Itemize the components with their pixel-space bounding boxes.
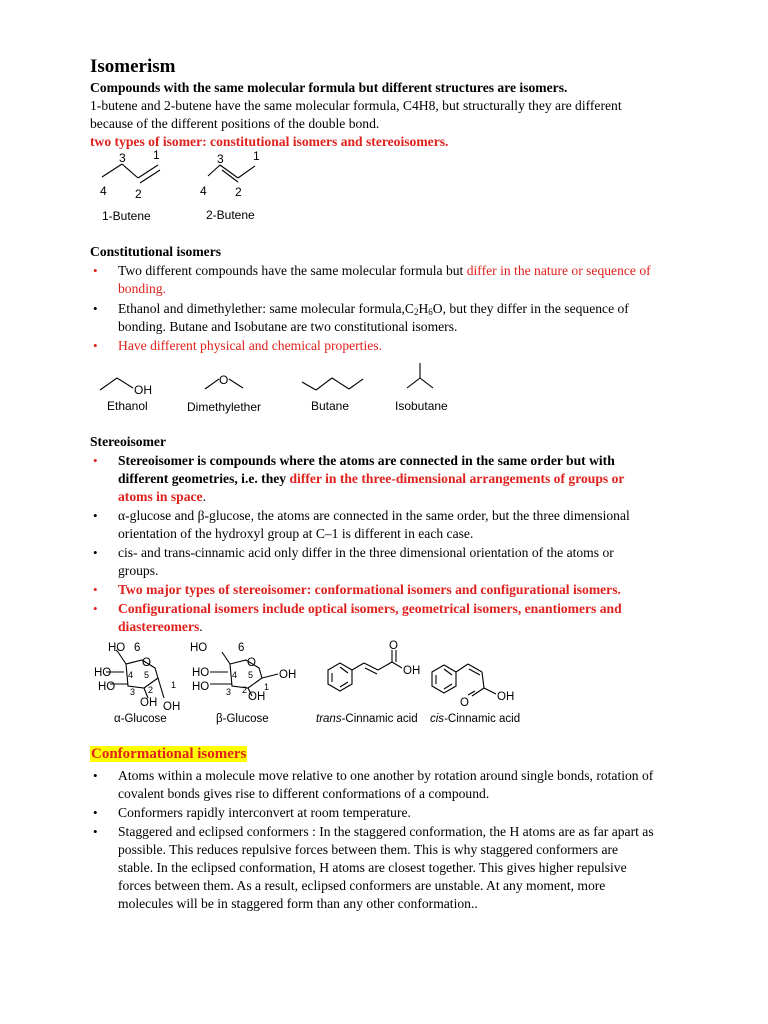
bond-line	[456, 664, 468, 672]
bond-line	[420, 378, 433, 388]
bullet-marker: •	[93, 824, 98, 839]
bond-line	[482, 672, 484, 688]
atom-label: OH	[279, 669, 297, 681]
bullet-text: O, but they differ in the sequence of	[432, 301, 629, 316]
intro-line-2: because of the different positions of the double bond.	[90, 116, 380, 131]
stereoisomers-figure	[92, 638, 522, 728]
atom-number: 2	[135, 187, 142, 201]
constitutional-bullet-1-cont: bonding.	[118, 281, 166, 296]
conformational-bullet-3-line-4: forces between them. As a result, eclipsed conformers are unstable. At any moment, more	[118, 878, 606, 893]
atom-number: 2	[242, 685, 248, 695]
bond-line	[102, 164, 122, 177]
isomer-types-line: two types of isomer: constitutional isomers and stereoisomers.	[90, 134, 449, 149]
atom-number: 4	[200, 184, 207, 198]
atom-label: O	[219, 373, 229, 387]
italic-prefix: cis	[430, 713, 445, 725]
bullet-marker: •	[93, 768, 98, 783]
bullet-text-red: diastereomers	[118, 619, 200, 634]
subscript: 6	[428, 307, 433, 317]
atom-label: OH	[134, 383, 152, 397]
stereo-bullet-2-line-2: orientation of the hydroxyl group at C–1 is different in each case.	[118, 526, 474, 541]
double-bond-line	[340, 667, 348, 673]
structure-label-2-butene: 2-Butene	[206, 208, 255, 222]
double-bond-line	[340, 682, 348, 687]
conformational-bullet-3-line-3: stable. In the eclipsed conformation, H atoms are closest together. This gives higher repulsive	[118, 860, 627, 875]
constitutional-heading: Constitutional isomers	[90, 244, 222, 259]
atom-number: 3	[226, 687, 232, 697]
constitutional-bullet-1	[118, 262, 651, 280]
bullet-marker: •	[93, 453, 98, 468]
definition-period: .	[563, 80, 568, 95]
bond-line	[208, 165, 220, 176]
bond-line	[158, 678, 164, 698]
structure-label-alpha-glucose: α-Glucose	[114, 713, 167, 725]
atom-number: 1	[253, 149, 260, 163]
bullet-marker: •	[93, 601, 98, 616]
stereo-bullet-3: cis- and trans-cinnamic acid only differ in the three dimensional orientation of the atoms or	[118, 545, 614, 560]
atom-label: OH	[248, 691, 266, 703]
bond-line	[484, 688, 496, 694]
atom-label: HO	[192, 681, 210, 693]
bond-line	[229, 379, 243, 388]
conformational-bullet-1: Atoms within a molecule move relative to one another by rotation around single bonds, rotation of	[118, 768, 654, 783]
highlighted-heading: Conformational isomers	[91, 746, 247, 762]
bullet-text: .	[202, 489, 206, 504]
atom-number: 3	[130, 687, 136, 697]
stereo-bullet-3-line-2: groups.	[118, 563, 159, 578]
bond-line	[222, 652, 230, 664]
atom-label: HO	[192, 667, 210, 679]
atom-number: 1	[153, 148, 160, 162]
atom-label: O	[142, 657, 151, 669]
atom-number: 2	[148, 685, 154, 695]
atom-label: O	[389, 640, 398, 652]
bullet-text: Two different compounds have the same molecular formula but	[118, 263, 467, 278]
atom-label: OH	[140, 697, 158, 709]
bullet-marker: •	[93, 508, 98, 523]
bullet-text: .	[199, 619, 203, 634]
stereo-bullet-5-line-2	[118, 618, 203, 636]
bond-line	[332, 378, 349, 389]
structure-label-trans-cinnamic	[316, 713, 418, 725]
stereo-bullet-1-line-2	[118, 470, 624, 488]
stereo-bullet-1-line-3	[118, 488, 206, 506]
bullet-marker: •	[93, 545, 98, 560]
atom-number: 6	[238, 642, 245, 654]
intro-line-1: 1-butene and 2-butene have the same molecular formula, C4H8, but structurally they are different	[90, 98, 622, 113]
bond-line	[262, 674, 278, 678]
bond-line	[220, 165, 238, 178]
bond-line	[238, 166, 255, 178]
bullet-text: different geometries, i.e. they	[118, 471, 290, 486]
atom-label: OH	[497, 691, 515, 703]
double-bond-line	[444, 684, 452, 689]
bond-line	[205, 379, 219, 389]
conformational-heading	[90, 744, 247, 764]
conformational-bullet-1-line-2: covalent bonds gives rise to different conformations of a compound.	[118, 786, 490, 801]
structure-label-dimethylether: Dimethylether	[187, 400, 262, 414]
bond-line	[302, 382, 316, 390]
atom-number: 5	[144, 670, 150, 680]
structure-label-beta-glucose: β-Glucose	[216, 713, 269, 725]
atom-number: 2	[235, 185, 242, 199]
atom-number: 1	[264, 682, 270, 692]
bond-line	[100, 378, 117, 390]
bullet-text: H	[418, 301, 429, 316]
atom-number: 5	[248, 670, 254, 680]
structure-label-1-butene: 1-Butene	[102, 209, 151, 223]
atom-number: 3	[119, 151, 126, 165]
bond-line	[352, 663, 364, 670]
conformational-bullet-3: Staggered and eclipsed conformers : In the staggered conformation, the H atoms are as far apart as	[118, 824, 654, 839]
atom-number: 6	[134, 642, 141, 654]
atom-label: OH	[163, 701, 181, 713]
stereo-bullet-5: Configurational isomers include optical isomers, geometrical isomers, enantiomers and	[118, 601, 622, 616]
bullet-marker: •	[93, 263, 98, 278]
stereo-bullet-2: α-glucose and β-glucose, the atoms are connected in the same order, but the three dimensional	[118, 508, 630, 523]
bullet-marker: •	[93, 338, 98, 353]
conformational-bullet-3-line-2: possible. This reduces repulsive forces between them. This is why staggered conformers are	[118, 842, 619, 857]
bond-line	[316, 378, 332, 390]
atom-number: 1	[171, 680, 177, 690]
definition-text: Compounds with the same molecular formula but different structures are isomers	[90, 80, 564, 95]
atom-number: 3	[217, 152, 224, 166]
constitutional-bullet-2-cont: bonding. Butane and Isobutane are two constitutional isomers.	[118, 319, 458, 334]
label-text: -Cinnamic acid	[341, 713, 418, 725]
page-title: Isomerism	[90, 56, 176, 77]
atom-number: 4	[232, 670, 238, 680]
structure-label-butane: Butane	[311, 399, 350, 413]
atom-label: HO	[108, 642, 126, 654]
bullet-text-red: differ in the nature or sequence of	[466, 263, 651, 278]
conformational-bullet-3-line-5: molecules will be in staggered form than any other conformation..	[118, 896, 478, 911]
constitutional-bullet-3: Have different physical and chemical properties.	[118, 338, 382, 353]
conformational-bullet-2: Conformers rapidly interconvert at room temperature.	[118, 805, 411, 820]
constitutional-isomers-figure	[95, 362, 465, 420]
bullet-marker: •	[93, 301, 98, 316]
definition-line	[90, 79, 567, 97]
bond-line	[349, 379, 363, 389]
atom-label: O	[460, 697, 469, 709]
double-bond-line	[444, 669, 452, 675]
bond-line	[122, 164, 138, 178]
atom-number: 4	[128, 670, 134, 680]
double-bond-line	[140, 170, 160, 183]
bullet-marker: •	[93, 582, 98, 597]
bullet-text: Ethanol and dimethylether: same molecular formula,C	[118, 301, 414, 316]
bond-line	[138, 165, 158, 178]
stereo-bullet-4: Two major types of stereoisomer: conformational isomers and configurational isomers.	[118, 582, 621, 597]
structure-label-isobutane: Isobutane	[395, 399, 448, 413]
stereoisomer-heading: Stereoisomer	[90, 434, 166, 449]
structure-label-cis-cinnamic	[430, 713, 520, 725]
subscript: 2	[413, 307, 419, 317]
bullet-marker: •	[93, 805, 98, 820]
atom-label: OH	[403, 665, 421, 677]
atom-number: 4	[100, 184, 107, 198]
bullet-text-red: differ in the three-dimensional arrangements of groups or	[289, 471, 625, 486]
bond-line	[117, 378, 133, 388]
bond-line	[392, 662, 402, 668]
stereo-bullet-1: Stereoisomer is compounds where the atoms are connected in the same order but with	[118, 453, 615, 468]
bond-line	[378, 662, 392, 670]
italic-prefix: trans	[316, 713, 342, 725]
atom-label: HO	[98, 681, 116, 693]
bullet-text-red: atoms in space	[118, 489, 203, 504]
butene-structures-figure	[90, 145, 290, 230]
atom-label: HO	[190, 642, 208, 654]
atom-label: HO	[94, 667, 112, 679]
bond-line	[468, 664, 482, 672]
bond-line	[407, 378, 420, 388]
structure-label-ethanol: Ethanol	[107, 399, 148, 413]
label-text: -Cinnamic acid	[444, 713, 521, 725]
atom-label: O	[247, 657, 256, 669]
